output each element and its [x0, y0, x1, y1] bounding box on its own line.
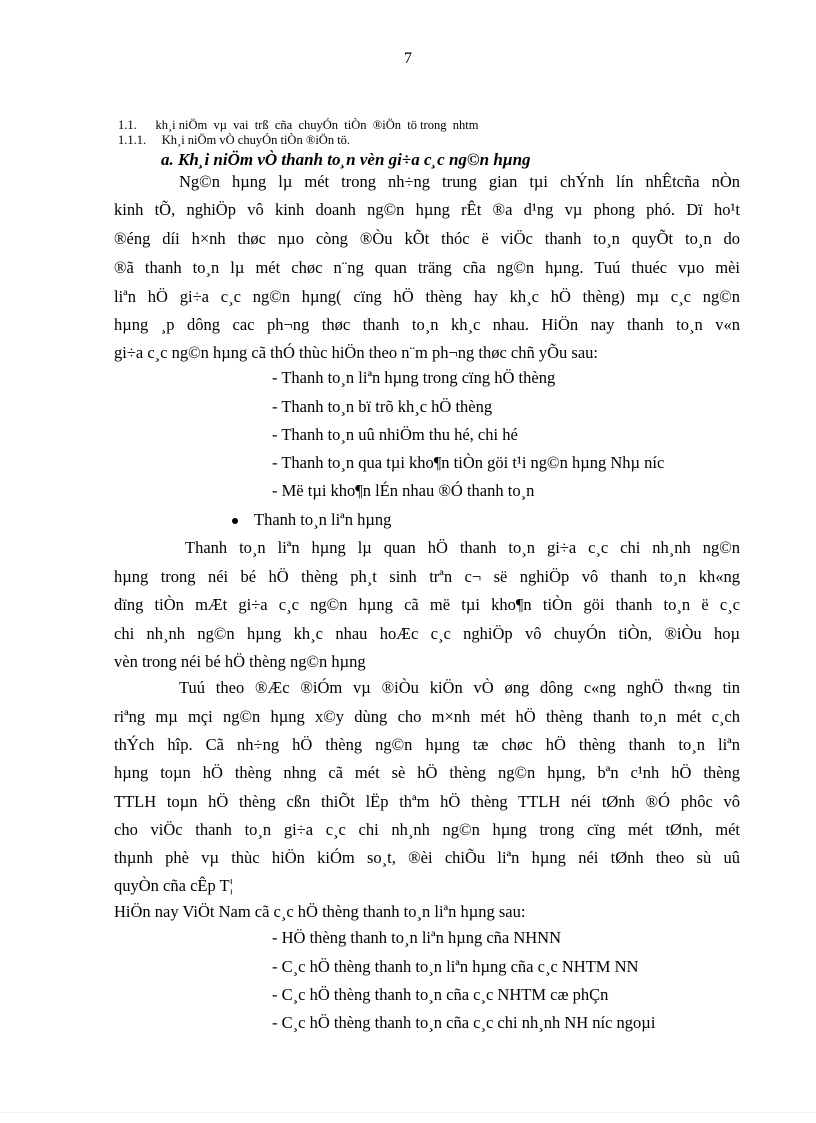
method-item: - Thanh to¸n uû nhiÖm thu hé, chi hé	[272, 425, 518, 444]
para1-line: Ng©n hµng lµ mét trong nh÷ng trung gian tµi chÝnh lín nhÊtcña nÒn	[179, 172, 740, 191]
para2-line: dïng tiÒn mÆt gi÷a c¸c ng©n hµng cã më tµi kho¶n tiÒn göi thanh to¸n ë c¸c	[114, 595, 740, 614]
bullet-icon	[232, 518, 238, 524]
para2-line: hµng trong néi bé hÖ thèng ph¸t sinh trªn c¬ së nghiÖp vô thanh to¸n kh«ng	[114, 567, 740, 586]
para3-line: thµnh phè vµ thùc hiÖn kiÓm so¸t, ®èi chiÕu liªn hµng néi tØnh theo sù uû	[114, 848, 740, 867]
heading-1-1-1: 1.1.1. Kh¸i niÖm vÒ chuyÓn tiÒn ®iÖn tö.	[118, 133, 351, 147]
page-bottom-divider	[0, 1112, 816, 1113]
method-item: - Thanh to¸n bï trõ kh¸c hÖ thèng	[272, 397, 493, 416]
para1-line: hµng ¸p dông cac ph¬ng thøc thanh to¸n kh¸c nhau. HiÖn nay thanh to¸n v«n	[114, 315, 740, 334]
para3-line: thÝch hîp. Cã nh÷ng hÖ thèng ng©n hµng tæ chøc hÖ thèng thanh to¸n liªn	[114, 735, 740, 754]
para1-line: ®ã thanh to¸n lµ mét chøc n¨ng quan träng cña ng©n hµng. Tuú thuéc vµo mèi	[114, 258, 740, 277]
para3-line: cho viÖc thanh to¸n gi÷a c¸c chi nh¸nh ng©n hµng trong cïng mét tØnh, mét	[114, 820, 740, 839]
section-subtitle: a. Kh¸i niÖm vÒ thanh to¸n vèn gi÷a c¸c ng©n hµng	[161, 150, 531, 169]
para2-line: chi nh¸nh ng©n hµng kh¸c nhau hoÆc c¸c nghiÖp vô chuyÓn tiÒn, ®iÒu hoµ	[114, 624, 740, 643]
para3-line: TTLH toµn hÖ thèng cßn thiÕt lËp thªm hÖ thèng TTLH néi tØnh ®Ó phôc vô	[114, 792, 740, 811]
para4-line: HiÖn nay ViÖt Nam cã c¸c hÖ thèng thanh to¸n liªn hµng sau:	[114, 902, 526, 921]
method-item: - Më tµi kho¶n lÉn nhau ®Ó thanh to¸n	[272, 481, 535, 500]
heading-1-1: 1.1. kh¸i niÖm vµ vai trß cña chuyÓn tiÒn ®iÖn tö trong nhtm	[118, 118, 479, 132]
page-number: 7	[404, 50, 412, 67]
para3-line: hµng toµn hÖ thèng nhng cã mét sè hÖ thèng ng©n hµng, bªn c¹nh hÖ thèng	[114, 763, 740, 782]
para1-line: liªn hÖ gi÷a c¸c ng©n hµng( cïng hÖ thèng hay kh¸c hÖ thèng) mµ c¸c ng©n	[114, 287, 740, 306]
para3-line: Tuú theo ®Æc ®iÓm vµ ®iÒu kiÖn vÒ øng dông c«ng nghÖ th«ng tin	[179, 678, 740, 697]
method-item: - Thanh to¸n liªn hµng trong cïng hÖ thèng	[272, 368, 556, 387]
para3-line: riªng mµ mçi ng©n hµng x©y dùng cho m×nh mét hÖ thèng thanh to¸n mét c¸ch	[114, 707, 740, 726]
para2-line: vèn trong néi bé hÖ thèng ng©n hµng	[114, 652, 366, 671]
para1-line: kinh tÕ, nghiÖp vô kinh doanh ng©n hµng rÊt ®a d¹ng vµ phong phó. Dï ho¹t	[114, 200, 740, 219]
system-item: - C¸c hÖ thèng thanh to¸n liªn hµng cña c¸c NHTM NN	[272, 957, 639, 976]
system-item: - HÖ thèng thanh to¸n liªn hµng cña NHNN	[272, 928, 562, 947]
bullet-heading: Thanh to¸n liªn hµng	[254, 510, 392, 529]
method-item: - Thanh to¸n qua tµi kho¶n tiÒn göi t¹i ng©n hµng Nhµ níc	[272, 453, 665, 472]
para1-line: gi÷a c¸c ng©n hµng cã thÓ thùc hiÖn theo n¨m ph¬ng thøc chñ yÕu sau:	[114, 343, 598, 362]
para2-line: Thanh to¸n liªn hµng lµ quan hÖ thanh to¸n gi÷a c¸c chi nh¸nh ng©n	[185, 538, 740, 557]
para3-line: quyÒn cña cÊp T¦	[114, 876, 233, 895]
para1-line: ®éng díi h×nh thøc nµo còng ®Òu kÕt thóc ë viÖc thanh to¸n quyÕt to¸n do	[114, 229, 740, 248]
system-item: - C¸c hÖ thèng thanh to¸n cña c¸c chi nh¸nh NH níc ngoµi	[272, 1013, 656, 1032]
system-item: - C¸c hÖ thèng thanh to¸n cña c¸c NHTM cæ phÇn	[272, 985, 609, 1004]
